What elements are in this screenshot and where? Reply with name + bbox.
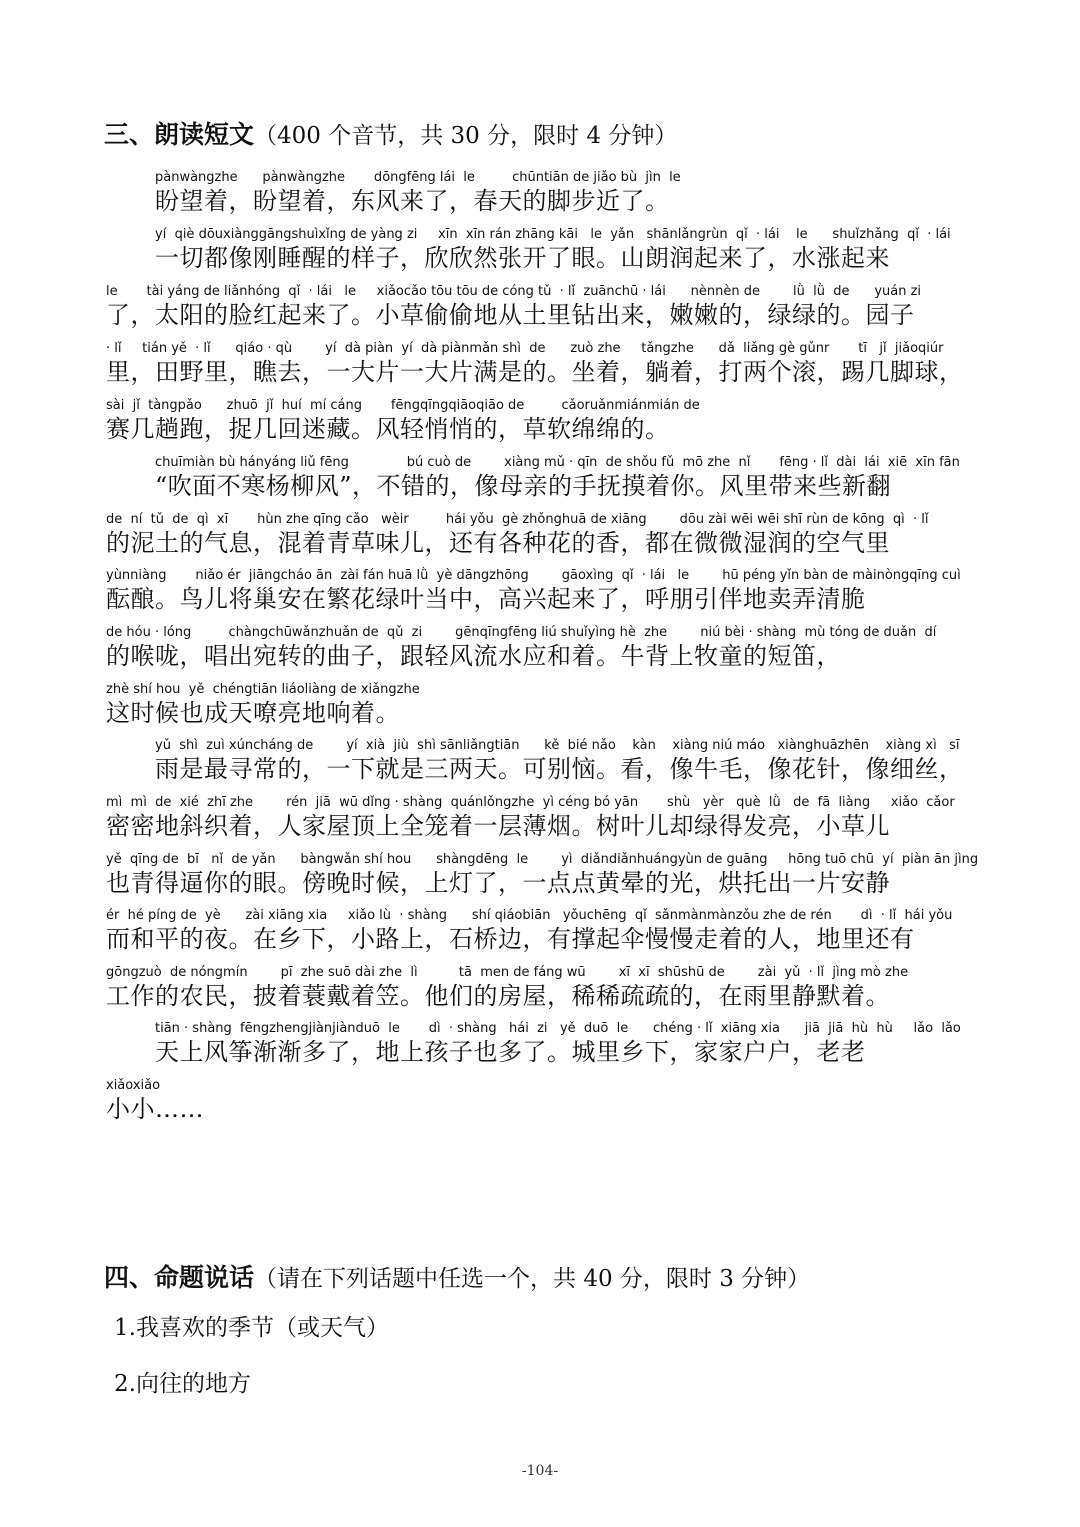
pinyin-row: le tài yáng de liǎnhóng qǐ · lái le xiǎocǎo tōu tōu de cóng tǔ · lǐ zuānchū · lái nènnèn de lǜ lǜ de yuán zi	[106, 284, 922, 299]
hanzi-row: 工作的农民，披着蓑戴着笠。他们的房屋，稀稀疏疏的，在雨里静默着。	[106, 982, 890, 1010]
section-3-title: 三、朗读短文	[104, 120, 255, 149]
hanzi-row: 这时候也成天嘹亮地响着。	[106, 699, 400, 727]
pinyin-row: yǔ shì zuì xúncháng de yí xià jiù shì sānliǎngtiān kě bié nǎo kàn xiàng niú máo xiànghuāzhēn xiàng xì sī	[155, 738, 960, 753]
pinyin-row: ér hé píng de yè zài xiāng xia xiǎo lù · shàng shí qiáobiān yǒuchēng qǐ sǎnmànmànzǒu zhe de rén dì · lǐ hái yǒu	[106, 908, 953, 923]
hanzi-row: 酝酿。鸟儿将巢安在繁花绿叶当中，高兴起来了，呼朋引伴地卖弄清脆	[106, 585, 866, 613]
hanzi-row: 的喉咙，唱出宛转的曲子，跟轻风流水应和着。牛背上牧童的短笛，	[106, 642, 841, 670]
hanzi-row: 了，太阳的脸红起来了。小草偷偷地从土里钻出来，嫩嫩的，绿绿的。园子	[106, 301, 915, 329]
page-number: -104-	[521, 1463, 559, 1479]
hanzi-row: 也青得逼你的眼。傍晚时候，上灯了，一点点黄晕的光，烘托出一片安静	[106, 869, 890, 897]
hanzi-row: 天上风筝渐渐多了，地上孩子也多了。城里乡下，家家户户，老老	[155, 1038, 866, 1066]
pinyin-row: de hóu · lóng chàngchūwǎnzhuǎn de qǔ zi gēnqīngfēng liú shuǐyìng hè zhe niú bèi · shàng mù tóng de duǎn dí	[106, 625, 937, 640]
hanzi-row: 小小……	[106, 1095, 204, 1123]
topic-item: 2.向往的地方	[114, 1371, 251, 1397]
topic-item: 1.我喜欢的季节（或天气）	[114, 1315, 389, 1341]
hanzi-row: 赛几趟跑，捉几回迷藏。风轻悄悄的，草软绵绵的。	[106, 415, 670, 443]
pinyin-row: · lǐ tián yě · lǐ qiáo · qù yí dà piàn yí dà piànmǎn shì de zuò zhe tǎngzhe dǎ liǎng gè gǔnr tī jǐ jiǎoqiúr	[106, 341, 944, 356]
section-3-heading	[104, 118, 677, 153]
pinyin-row: sài jǐ tàngpǎo zhuō jǐ huí mí cáng fēngqīngqiāoqiāo de cǎoruǎnmiánmián de	[106, 398, 700, 413]
pinyin-row: de ní tǔ de qì xī hùn zhe qīng cǎo wèir hái yǒu gè zhǒnghuā de xiāng dōu zài wēi wēi shī rùn de kōng qì · lǐ	[106, 512, 929, 527]
section-4-note: （请在下列话题中任选一个，共 40 分，限时 3 分钟）	[254, 1266, 811, 1292]
pinyin-row: zhè shí hou yě chéngtiān liáoliàng de xiǎngzhe	[106, 682, 420, 697]
hanzi-row: 一切都像刚睡醒的样子，欣欣然张开了眼。山朗润起来了，水涨起来	[155, 244, 890, 272]
hanzi-row: 盼望着，盼望着，东风来了，春天的脚步近了。	[155, 187, 670, 215]
pinyin-row: pànwàngzhe pànwàngzhe dōngfēng lái le chūntiān de jiǎo bù jìn le	[155, 170, 681, 185]
pinyin-row: yí qiè dōuxiànggāngshuìxǐng de yàng zi xīn xīn rán zhāng kāi le yǎn shānlǎngrùn qǐ · lái le shuǐzhǎng qǐ · lái	[155, 227, 951, 242]
pinyin-row: tiān · shàng fēngzhengjiànjiànduō le dì · shàng hái zi yě duō le chéng · lǐ xiāng xia jiā jiā hù hù lǎo lǎo	[155, 1021, 961, 1036]
section-4-heading	[104, 1261, 810, 1296]
hanzi-row: “吹面不寒杨柳风”，不错的，像母亲的手抚摸着你。风里带来些新翻	[155, 472, 892, 500]
hanzi-row: 密密地斜织着，人家屋顶上全笼着一层薄烟。树叶儿却绿得发亮，小草儿	[106, 812, 890, 840]
pinyin-row: gōngzuò de nóngmín pī zhe suō dài zhe lì tā men de fáng wū xī xī shūshū de zài yǔ · lǐ jìng mò zhe	[106, 965, 909, 980]
pinyin-row: chuīmiàn bù hányáng liǔ fēng bú cuò de xiàng mǔ · qīn de shǒu fǔ mō zhe nǐ fēng · lǐ dài lái xiē xīn fān	[155, 455, 960, 470]
hanzi-row: 而和平的夜。在乡下，小路上，石桥边，有撑起伞慢慢走着的人，地里还有	[106, 925, 915, 953]
pinyin-row: yě qīng de bī nǐ de yǎn bàngwǎn shí hou shàngdēng le yì diǎndiǎnhuángyùn de guāng hōng tuō chū yí piàn ān jìng	[106, 852, 979, 867]
pinyin-row: yùnniàng niǎo ér jiāngcháo ān zài fán huā lǜ yè dāngzhōng gāoxìng qǐ · lái le hū péng yǐn bàn de màinòngqīng cuì	[106, 568, 961, 583]
hanzi-row: 里，田野里，瞧去，一大片一大片满是的。坐着，躺着，打两个滚，踢几脚球，	[106, 358, 964, 386]
section-4-title: 四、命题说话	[104, 1263, 255, 1292]
pinyin-row: xiǎoxiǎo	[106, 1078, 161, 1093]
section-3-note: （400 个音节，共 30 分，限时 4 分钟）	[254, 123, 678, 149]
hanzi-row: 雨是最寻常的，一下就是三两天。可别恼。看，像牛毛，像花针，像细丝，	[155, 755, 964, 783]
hanzi-row: 的泥土的气息，混着青草味儿，还有各种花的香，都在微微湿润的空气里	[106, 529, 890, 557]
pinyin-row: mì mì de xié zhī zhe rén jiā wū dǐng · shàng quánlǒngzhe yì céng bó yān shù yèr què lǜ de fā liàng xiǎo cǎor	[106, 795, 955, 810]
